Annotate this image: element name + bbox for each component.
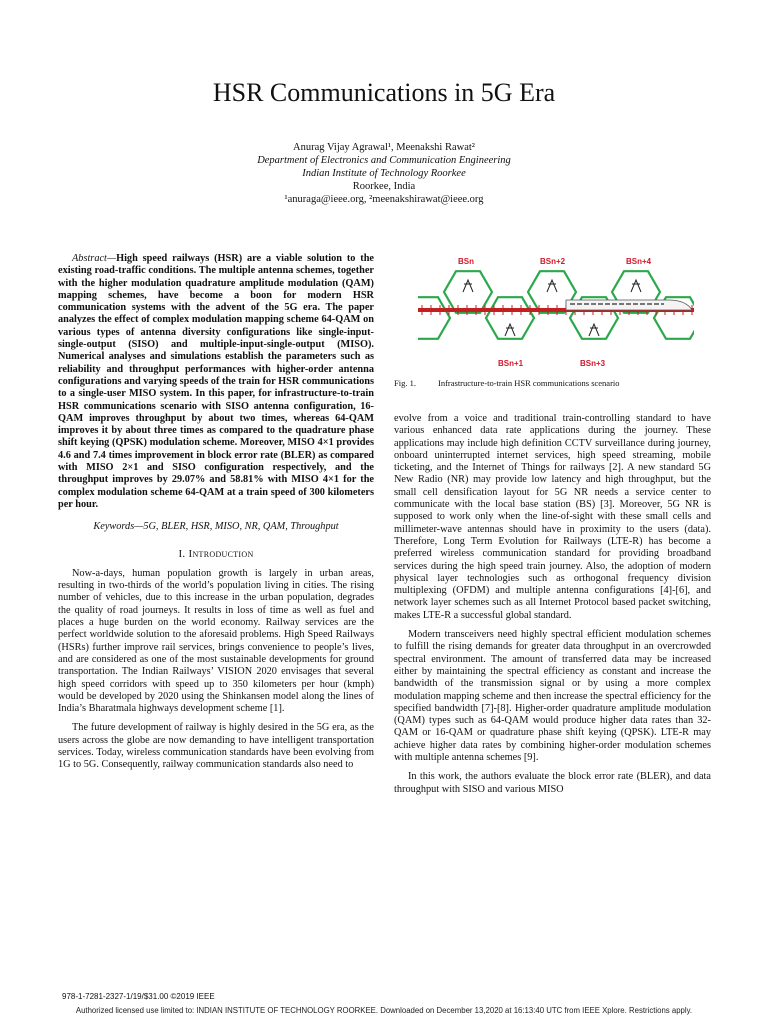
bs-label: BSn (458, 257, 474, 266)
left-column (58, 253, 374, 772)
train (566, 300, 692, 310)
antenna-icon (505, 324, 515, 336)
abstract (58, 253, 374, 511)
bs-label: BSn+4 (626, 257, 652, 266)
author-institute: Indian Institute of Technology Roorkee (302, 168, 466, 179)
paragraph: Now-a-days, human population growth is largely in urban areas, resulting in two-thirds of the world’s population living in cities. The rising number of vehicles, due to this increase in the urban population, degrades the quality of road journeys. It results in loss of time as well as fuel and places a huge burden on the world economy. Railway services are the perfect worldwide solution to the aforesaid problems. High Speed Railways (HSRs) further improve rail services, brings convenience to people’s lives, and are considered as one of the most sustainable developments for ground transportation. The Indian Railways’ VISION 2020 envisages that several high speed corridors with speed up to 350 kilometers per hour (kmph) would be developed by 2020 using the Shinkansen model along the lines of India’s Bharatmala highways development scheme [1]. (58, 567, 374, 715)
antenna-icon (547, 280, 557, 292)
copyright-line: 978-1-7281-2327-1/19/$31.00 ©2019 IEEE (62, 992, 215, 1001)
abstract-text: High speed railways (HSR) are a viable solution to the existing road-traffic conditions. The multiple antenna schemes, together with the higher modulation quadrature amplitude modulation (QAM) mapping schemes, have become a boon for modern HSR communication systems with the advent of the 5G era. The paper analyzes the effect of complex modulation mapping scheme 64-QAM on various types of antenna diversity configurations like single-input-single-output (SISO) and multiple-input-single-output (MISO). Numerical analyses and simulations establish the parameters such as reliability and throughput performances with higher-order antenna configurations and varying speeds of the train for HSR communications to a single-user MISO system. In this paper, for infrastructure-to-train HSR communications scenario with SISO antenna configuration, 16-QAM improves throughput by about two times, whereas 64-QAM improves it by about three times as compared to the quadrature phase shift keying (QPSK) modulation scheme. Moreover, MISO 4×1 provides 4.6 and 7.4 times improvement in block error rate (BLER) as compared with MISO 2×1 and SISO configuration respectively, and the throughput improves by 29.07% and 58.81% with MISO 4×1 for the complex modulation scheme 64-QAM at a train speed of 300 kilometers per hour. (58, 253, 374, 510)
cell-hexagon (486, 297, 534, 339)
paper-title: HSR Communications in 5G Era (212, 78, 556, 107)
paragraph: In this work, the authors evaluate the block error rate (BLER), and data throughput with SISO and various MISO (394, 771, 711, 795)
author-emails: ¹anuraga@ieee.org, ²meenakshirawat@ieee.org (284, 194, 484, 205)
author-names: Anurag Vijay Agrawal¹, Meenakshi Rawat² (293, 142, 475, 153)
license-notice: Authorized licensed use limited to: INDIAN INSTITUTE OF TECHNOLOGY ROORKEE. Downloaded on December 13,2020 at 16:13:40 UTC from IEEE Xplore. Restrictions apply. (75, 1006, 693, 1015)
right-column (394, 413, 711, 796)
bs-label: BSn+3 (580, 359, 606, 368)
figure-hsr-scenario (418, 252, 694, 370)
section-heading-introduction: I. Introduction (178, 547, 254, 560)
figure-number: Fig. 1. (394, 378, 416, 388)
bs-label: BSn+1 (498, 359, 524, 368)
bs-label: BSn+2 (540, 257, 566, 266)
author-block (0, 141, 768, 206)
cell-hexagon (418, 297, 450, 339)
antenna-icon (589, 324, 599, 336)
antenna-icon (463, 280, 473, 292)
antenna-icon (631, 280, 641, 292)
author-department: Department of Electronics and Communication Engineering (257, 155, 511, 166)
paragraph: Modern transceivers need highly spectral efficient modulation schemes to fulfill the rising demands for greater data throughput in an overcrowded spectral environment. The amount of transferred data may be increased either by maintaining the spectral efficiency as constant and increase the bandwidth of the transmission signal or by using a more complex modulation mapping scheme and then increase the spectral efficiency for the specified bandwidth [7]-[8]. Higher-order quadrature amplitude modulation (QAM) types such as 64-QAM would produce higher data rates than 32-QAM or 16-QAM or quadrature phase shift keying (QPSK). LTE-R may achieve higher data rates by combining higher-order modulation schemes with multiple antenna schemes [9]. (394, 629, 711, 764)
paragraph: evolve from a voice and traditional train-controlling standard to have various enhanced data rate applications during the journey. These applications may include high definition CCTV surveillance during journey, onboard uninterrupted internet services, high speed streaming, mobile ticketing, and the Internet of Things for railways [2]. A new standard 5G New Radio (NR) may provide low latency and high throughput, but the small cell densification layout for 5G NR needs a service center to communicate with the local base station (BS) [3]. Moreover, 5G NR is supposed to work only when the line-of-sight with these small cells and millimeter-wave antennas should have in proximity to the users (data). Therefore, Long Term Evolution for Railways (LTE-R) has become a preferred wireless communication standard for providing broadband services during the high speed train journey. Also, the adoption of modern physical layer technologies such as orthogonal frequency division multiplexing (OFDM) and multiple antenna configurations [4]-[6], and network layer schemes such as all Internet Protocol based packet switching, makes LTE-R a successful global standard. (394, 413, 711, 621)
figure-caption (394, 378, 711, 388)
author-location: Roorkee, India (352, 181, 416, 192)
keywords: Keywords—5G, BLER, HSR, MISO, NR, QAM, Throughput (93, 521, 339, 533)
paragraph: The future development of railway is highly desired in the 5G era, as the users across the globe are now demanding to have intelligent transportation services. Today, wireless communication standards have been evolving from 1G to 5G. Consequently, railway communication standards also need to (58, 722, 374, 771)
abstract-lead: Abstract— (72, 253, 117, 264)
figure-caption-text: Infrastructure-to-train HSR communications scenario (438, 378, 620, 388)
